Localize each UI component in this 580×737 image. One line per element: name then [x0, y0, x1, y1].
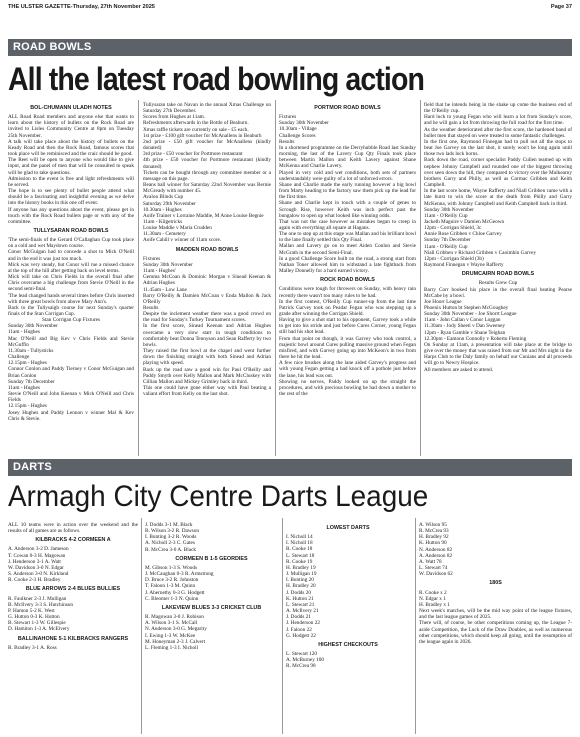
section-banner-road-bowls: ROAD BOWLS [8, 39, 572, 56]
paragraph: W. Davidson 3-0 N. Edgar [8, 564, 64, 571]
paragraph: T. Faloon 1-3 M. Quinn [145, 583, 196, 590]
column-1 [8, 102, 134, 456]
paragraph: Tullysaran take on Navan in the annual Xmas Challenge on Saturday 27th December. [143, 102, 271, 115]
column-4 [424, 102, 572, 456]
paragraph: They raised the first bowl at the chapel and went further down the finishing straight with both Sinead and Adrian playing with speed. [143, 348, 271, 367]
paragraph: Next week's matches, will be the mid way point of the league fixtures, and the last league games of 2025. [419, 608, 572, 621]
paragraph: This one could have gone either way with Paul beating a valiant effort from Kelly on the last shot. [143, 385, 271, 398]
paragraph: I. Ewing 1-3 W. McKee [145, 632, 196, 639]
paragraph: If anyone has any questions about the event, please get in touch with the Rock Road bullets page or with any of the committee. [8, 206, 134, 225]
column-3 [279, 102, 416, 456]
paragraph: Josey Hughes and Paddy Lennon v winner Mal & Kev Chris & Stevie. [8, 409, 134, 422]
paragraph: A. McBurney 100 [286, 657, 325, 664]
paragraph: N. Anderson 3-0 G. Megarity [145, 626, 207, 633]
paragraph: In a good Challenge Score built on the road, a strong start from Nathan Toner allowed him to withstand a late fightback from Malley Donnelly for a hard earned victory. [279, 255, 416, 275]
paragraph: Conditions were tough for throwers on Sunday, with heavy rain recently there wasn't too many rules to be had. [279, 286, 416, 299]
paragraph: Mac O'Neill and Big Kev v Chris Fields and Stevie McGuffin [8, 335, 134, 348]
paragraph: A. Watt 78 [419, 558, 442, 565]
header-page-number: Page 37 [550, 4, 572, 10]
paragraph: J. McCaughan 0-3 R. Armstrong [145, 571, 214, 578]
paragraph: A. McIlvery 21 [286, 608, 319, 615]
subheading: MADDEN ROAD BOWLS [175, 246, 239, 253]
darts-column-2 [145, 522, 278, 732]
paragraph: Mick will take on Chris Fields in the overall final after Chris overcame a big challenge from Stevie O'Neill in the second semi-final. [8, 274, 134, 293]
subheading: 180S [489, 580, 502, 587]
paragraph: Results [279, 138, 295, 145]
darts-column-1 [8, 522, 138, 732]
paragraph: 10.30am - Village [279, 126, 317, 133]
subheading: BOL-CHUMANN ULADH NOTES [30, 105, 112, 111]
paragraph: Showing no nerves, Paddy looked on up the straight the procedures, and with precious bowling he had down a mother to the rest of the [279, 378, 416, 398]
paragraph: 11.30am - Cemetery [143, 231, 186, 238]
paragraph: Aoife Trainer v Lorraine Maddie, M Anne Louise Begnie [143, 212, 264, 219]
paragraph: Back to the Tullysaigh course for next Sunday's quarter finals of the Stan Corrigan Cup. [8, 304, 134, 317]
paragraph: R. Cooke x 2 [419, 589, 447, 596]
paragraph: Xmas raffle tickets are currently on sale - £5 each. [143, 126, 249, 133]
paragraph: As the weather deteriorated after the first score, the hardened band of bullet men that stayed on were treated to some fantastic challenges. [424, 126, 572, 139]
subheading: BLUE ARROWS 2-4 BLUES BULLIES [25, 586, 121, 593]
paragraph: Stevie O'Neill and John Keenan v Mick O'Neill and Chris Fields [8, 391, 134, 404]
paragraph: Phoenix Hutton bt Stephen McGoughey [424, 305, 509, 311]
paragraph: G. Hutton 0-3 K. Hutton [8, 614, 60, 621]
paragraph: Sunday 30th November [143, 261, 193, 268]
paragraph: K. Hutton 90 [419, 540, 447, 547]
paragraph: 11.30am - Tullysticks [8, 347, 54, 354]
column-rule [275, 100, 276, 456]
paragraph: C. Bleomer 1-3 N. Quinn [145, 595, 199, 602]
paragraph: There will, of course, be other competitions coming up, the League 7-aside Competition, the Luck of the Draw Doubles, as well as numerous other competitions, which should keep all going, until the resumption of the league again in 2026. [419, 620, 572, 645]
paragraph: A. Wilson 3-1 S. McCall [145, 620, 198, 627]
column-2 [143, 102, 271, 456]
paragraph: S. Anderson 3-0 N. Kirkland [8, 571, 69, 578]
paragraph: Sunday 30th November - Joe Shorrt League [424, 311, 517, 318]
paragraph: 11am - O'Reilly Cup [424, 243, 468, 250]
paragraph: All members are asked to attend. [424, 366, 494, 373]
subheading: LOWEST DARTS [326, 525, 370, 531]
paragraph: ALL Road Road members and anyone else that wants to learn about the history of bullets on the Rock Road are invited to Lisles Community Centre at 8pm on Tuesday 25th November. [8, 114, 134, 139]
paragraph: L. Stewart 74 [419, 565, 448, 572]
column-rule [138, 100, 139, 456]
paragraph: L. Stewart 21 [286, 601, 315, 608]
paragraph: Back up the road saw a good win for Paul O'Reilly and Paddy Smyth over Kelly Mallon and Mark McCluskey with Cillian Mallon and Mickey Grimley back in third. [143, 366, 271, 385]
paragraph: J. Dodds 3-1 M. Black [145, 522, 193, 528]
paragraph: Shane and Charlie kept in touch with a couple of genes to Scrough Rise, however Keith was inch perfect past the bungalow to open up what looked like winning odds. [279, 200, 416, 219]
subheading: ROCK ROAD BOWLS [320, 277, 375, 284]
paragraph: Played in very cold and wet conditions, both sets of partners understandably were guilty of a lot of unforced errors. [279, 169, 416, 182]
subheading: KILBRACKS 4-2 CORMEEN A [35, 537, 111, 544]
subheading: BALLINAHONE 5-1 KILBRACKS RANGERS [17, 635, 129, 642]
paragraph: 11am - Hughes [8, 329, 40, 336]
paragraph: Back down the road, corner specialist Paddy Cullen teamed up with nephew Johnny Campbell and rounded one of the biggest throwing over seen down the hill, they compared to victory over the Mulkearny brothers Garry and Philly, as well as Cormac Gribben and Keith Campbell. [424, 157, 572, 189]
paragraph: field that he intends being in the shake up come the business end of the O'Reilly cup. [424, 102, 572, 115]
paragraph: J. Abernethy 0-3 G. Hodgett [145, 589, 205, 596]
paragraph: J. Mulligan 19 [286, 571, 317, 578]
paragraph: Jackelh Maguire v Damien McGeown [424, 218, 505, 225]
paragraph: 10.30am - Hughes [143, 206, 182, 213]
paragraph: A. Wilson 95 [419, 522, 447, 528]
paragraph: Mallan and Lavery go on to meet Aiden Conlon and Stevie McGrath in the second Semi-Final. [279, 243, 416, 256]
paragraph: G. Hodgett 22 [286, 632, 316, 639]
paragraph: Mick was very steady, but Conor will rue a missed chance at the top of the hill after getting back on level terms. [8, 261, 134, 274]
paragraph: K. Hutton 21 [286, 595, 314, 602]
headline: All the latest road bowling action [8, 61, 424, 97]
paragraph: Challenge Scores [279, 132, 316, 139]
paragraph: Barry Corr booked his place in the overall final beating Pearse McCabe by a bowl. [424, 286, 572, 299]
paragraph: J. Dodds 20 [286, 589, 311, 596]
paragraph: Admission to the event is free and light refreshments will be served. [8, 175, 134, 188]
paragraph: Shane and Charlie made the early running however a big bowl from Marty heading to the factory saw them pick up the lead for the first time. [279, 181, 416, 201]
paragraph: 12.15pm - Hughes [8, 360, 47, 367]
paragraph: Sunday 30th November [8, 323, 58, 330]
paragraph: In the first contest, O'Reilly Cup runner-up from the last time Patrick Garvey took on Peadar Fegan who was stepping up a grade after winning the Corrigan Shield. [279, 298, 416, 317]
column-rule [420, 100, 421, 456]
paragraph: Results Grew Cup [478, 280, 518, 287]
darts-column-4 [419, 522, 572, 732]
paragraph: Fixtures [143, 255, 161, 262]
paragraph: Scores from Hughes at 11am. [143, 114, 206, 121]
paragraph: Tickets can be bought through any committee member or a message on this page. [143, 169, 271, 182]
paragraph: The one to step up at this stage was Mallan and his brilliant bowl to the lane finally settled this Qty Final. [279, 231, 416, 244]
paragraph: In a shortened programme on the Derryhubble Road last Sunday morning, the last of the Lavery Cup Qty Finals took place between Martin Mallon and Keith Lavery against Shane McKenna and Charlie Lavery. [279, 144, 416, 170]
paragraph: Challenge [8, 354, 30, 361]
paragraph: 11am - Kilgetricks [143, 218, 183, 225]
paragraph: L. Fleming 1-3 I. Nicholl [145, 644, 199, 651]
paragraph: M. Honeyman 2-3 J. Calvert [145, 638, 206, 645]
paragraph: R. McCrea 98 [286, 663, 316, 670]
paragraph: 12.15pm - Hughes [8, 403, 47, 410]
paragraph: H. Bradley x 1 [419, 601, 450, 608]
paragraph: A. Anderson 82 [419, 552, 453, 559]
paragraph: Fixtures [279, 114, 297, 121]
paragraph: 11.45am - Low Lane [143, 286, 187, 293]
paragraph: 4th prize - £50 voucher for Portmore restaurant (kindly donated) [143, 157, 271, 170]
paragraph: Conor McGuigan had to concede a shot to Mick O'Neill and in the end it was just too much. [8, 249, 134, 262]
paragraph: Sunday 30th November [424, 206, 474, 213]
paragraph: The Reet will be open to anyone who would like to give input, and the panel of men that will be consulted to speak will be glad to take questions. [8, 157, 134, 176]
paragraph: 11.30am - Jody Sheeti v Dan Sweeney [424, 323, 506, 330]
paragraph: From that point on though, it was Garvey who took control, a majestic bowl around Cures pulling massive ground when Fegan misfired, and with Garvey going up into McKeon's in two from there he hit the lead. [279, 335, 416, 361]
paragraph: I. Bunting 3-2 R. Woods [145, 534, 197, 541]
page-header [8, 4, 572, 14]
header-publication: THE ULSTER GAZETTE-Thursday, 27th November 2025 [8, 4, 155, 10]
paragraph: Despite the inclement weather there was a good crowd on the road for Sunday's Turkey Tournament scores. [143, 311, 271, 324]
paragraph: 3rd prize - £50 voucher for Portmore restaurant [143, 151, 243, 158]
paragraph: Hard luck to young Fegan who will learn a lot from Sunday's score, and he will gain a lot from throwing the full road for the first time. [424, 114, 572, 127]
subheading: DRUMCAIRN ROAD BOWLS [461, 271, 535, 278]
paragraph: 11am - John Callan v Conor Loggan [424, 317, 501, 324]
paragraph: The hope is to see plenty of bullet people attend what should be a fascinating and insightful evening as we delve into the history books in this one off event. [8, 188, 134, 207]
paragraph: Gemma McCoan & Dominic Morgan v Sinead Keenan & Adrian Hughes [143, 274, 271, 287]
paragraph: R. Bradley 3-1 A. Ross [8, 644, 57, 651]
paragraph: R. Faulkner 2-3 J. Mulligan [8, 595, 67, 602]
paragraph: J. Faloon 22 [286, 626, 312, 633]
paragraph: Annie Rose Gribben v Chloe Garvey [424, 231, 502, 238]
paragraph: 'The lead changed hands several times before Chris inserted with three great bowls from above Mary Ann's. [8, 292, 134, 305]
subheading: HIGHEST CHECKOUTS [318, 641, 378, 648]
paragraph: B. Stewart 1-3 W. Gillespie [8, 620, 66, 627]
paragraph: I. Nicholl 14 [286, 534, 313, 541]
paragraph: T. Cowan 0-3 H. Magowan [8, 552, 66, 559]
paragraph: I. Nicholl 18 [286, 540, 313, 547]
paragraph: A. Nicholl 2-3 C. Gates [145, 540, 195, 547]
paragraph: In the first score, Sinead Keenan and Adrian Hughes overcame a very slow start in tough conditions to comfortably beat Donna Tennyson and Sean Rafferty by two bowls. [143, 323, 271, 348]
paragraph: D. Bruce 3-2 R. Johnston [145, 577, 199, 584]
paragraph: J. Henderson 3-1 A. Watt [8, 558, 61, 565]
paragraph: Saturday 29th November [143, 200, 196, 207]
paragraph: Louise Maddie v Maria Crudden [143, 225, 212, 232]
paragraph: Joe Hoorr League [424, 298, 462, 305]
subheading: TULLYSARAN ROAD BOWLS [33, 227, 109, 234]
paragraph: 12pm - Corrigan Shield (3b) [424, 255, 484, 262]
paragraph: ALL 10 teams were in action over the weekend and the results of all games are as follows. [8, 522, 138, 535]
paragraph: Results [143, 305, 159, 311]
paragraph: 12pm - Ryan Gamble v Shane Teighan [424, 329, 506, 336]
paragraph: R. Cooke 2-3 H. Bradley [8, 577, 61, 584]
paragraph: N. Anderson 82 [419, 546, 453, 553]
paragraph: Having to give a shot start to his opponent, Garvey took a while to get into his stride and just before Cures Corner, young Fegan still had his shot lead. [279, 317, 416, 336]
paragraph: J. Henderson 22 [286, 620, 320, 627]
paragraph: Barry O'Reilly & Damien McCoan v Enda Mallon & Jack O'Reilly [143, 292, 271, 305]
paragraph: H. Bradley 20 [286, 583, 316, 590]
column-rule [415, 518, 416, 734]
paragraph: I. Bunting 20 [286, 577, 314, 584]
paragraph: 'The semi-finals of the Gerard O'Callaghan Cup took place on a cold and wet Maydown course. [8, 237, 134, 250]
paragraph: N. Edgar x 1 [419, 595, 446, 602]
column-rule [282, 518, 283, 734]
paragraph: 11am - O'Reilly Cup [424, 212, 468, 219]
paragraph: L. Stewart 120 [286, 650, 318, 657]
paragraph: R. Cooke 19 [286, 558, 313, 565]
paragraph: 1st prize - £100 gift voucher for McAnallens in Beaburh [143, 132, 262, 139]
paragraph: Beans ball winner for Saturday 22nd November was Bernie McGready with number 45. [143, 182, 271, 195]
subheading: PORTMOR ROAD BOWLS [314, 105, 381, 111]
paragraph: 11am - Hughes [8, 384, 40, 391]
paragraph: D. Hamiton 1-3 A. McElvery [8, 626, 70, 633]
section-banner-darts: DARTS [8, 459, 572, 476]
paragraph: J. Dodds 21 [286, 614, 311, 621]
paragraph: In the first one, Raymond Finnegan had to pull out all the stops to beat Joe Garvey on the last shot, it surely won't be long again until those two lads lock horns. [424, 138, 572, 158]
paragraph: Raymond Finnegan v Wayne Rafferty [424, 262, 504, 269]
paragraph: 2nd prize - £50 gift voucher for McAnallens (kindly donated) [143, 138, 271, 152]
paragraph: W. Davidson 62 [419, 571, 453, 578]
paragraph: Niall Gribben v Richard Gribben v Caoimhin Garvey [424, 249, 537, 256]
paragraph: That was not the case however as mistakes began to creep in again with everything all square at Hagans. [279, 218, 416, 231]
paragraph: H. Bradley 92 [419, 534, 449, 541]
paragraph: L. Stewart 18 [286, 552, 315, 559]
paragraph: R. Magowan 3-0 J. Robison [145, 614, 204, 621]
paragraph: 12pm - Corrigan Shield, 3c [424, 225, 482, 232]
paragraph: Refreshments afterwards in the Bottle of Beaburn. [143, 120, 249, 127]
paragraph: A. Anderson 3-2 D. Jameson [8, 546, 69, 553]
paragraph: Aoife Cahill v winner of 11am score. [143, 237, 222, 244]
paragraph: B. Wilson 3-2 R. Dawson [145, 528, 199, 535]
paragraph: On Sunday at 11am, a presentation will take place at the bridge to give over the money that was raised from our Mr and Mrs night in the Harps Club to the Daly family on behalf our Cunians and all proceeds will go to Newry Hospice. [424, 341, 572, 367]
paragraph: R. McCrea 3-0 A. Black [145, 546, 197, 553]
darts-column-3 [286, 522, 410, 732]
column-rule [141, 518, 142, 734]
paragraph: P. Hamon 5-2 K. West [8, 607, 55, 614]
paragraph: H. Bradley 19 [286, 564, 316, 571]
paragraph: R. McCrea 93 [419, 528, 449, 535]
paragraph: 11am - Hughes' [143, 268, 176, 275]
subheading: CORMEEN B 1-5 GEORDIES [175, 555, 248, 562]
paragraph: Sunday 7th December [8, 378, 55, 385]
paragraph: Sunday 7th December [424, 237, 471, 244]
paragraph: Avalon Blinds Cup [143, 194, 184, 201]
paragraph: In the last score home, Wayne Rafferty and Niall Gribben came with a late burst to win the score at the death from Philly and Garry McKenna, with Johnny Campbell and Keith Campbell back in third. [424, 188, 572, 207]
paragraph: Stan Corrigan Cup Fixtures [42, 317, 100, 324]
paragraph: Sunday 30th November [279, 120, 329, 127]
paragraph: Connor Conlon and Paddy Tierney v Conor McGuigan and Brian Conlon [8, 366, 134, 379]
darts-headline: Armagh City Centre Darts League [8, 480, 429, 513]
paragraph: M. Gibson 1-3 S. Woods [145, 564, 197, 571]
paragraph: B. McIlvery 3-3 S. Hutchinson [8, 601, 74, 608]
subheading: LAKEVIEW BLUES 3-3 CRICKET CLUB [161, 604, 262, 611]
paragraph: R. Cooke 18 [286, 546, 313, 553]
paragraph: A talk will take place about the history of bullets on the Keady Road and then the Rock Road, famous scores that took place will be reminisced and the craic should be good. [8, 138, 134, 158]
paragraph: A few nice brushes along the lane aided Garvey's progress and with young Fegan getting a bad knock off a pothole just before the lane, his lead was out. [279, 360, 416, 379]
paragraph: 12.30pm - Eamonn Connolly v Roberto Fleming [424, 335, 527, 342]
